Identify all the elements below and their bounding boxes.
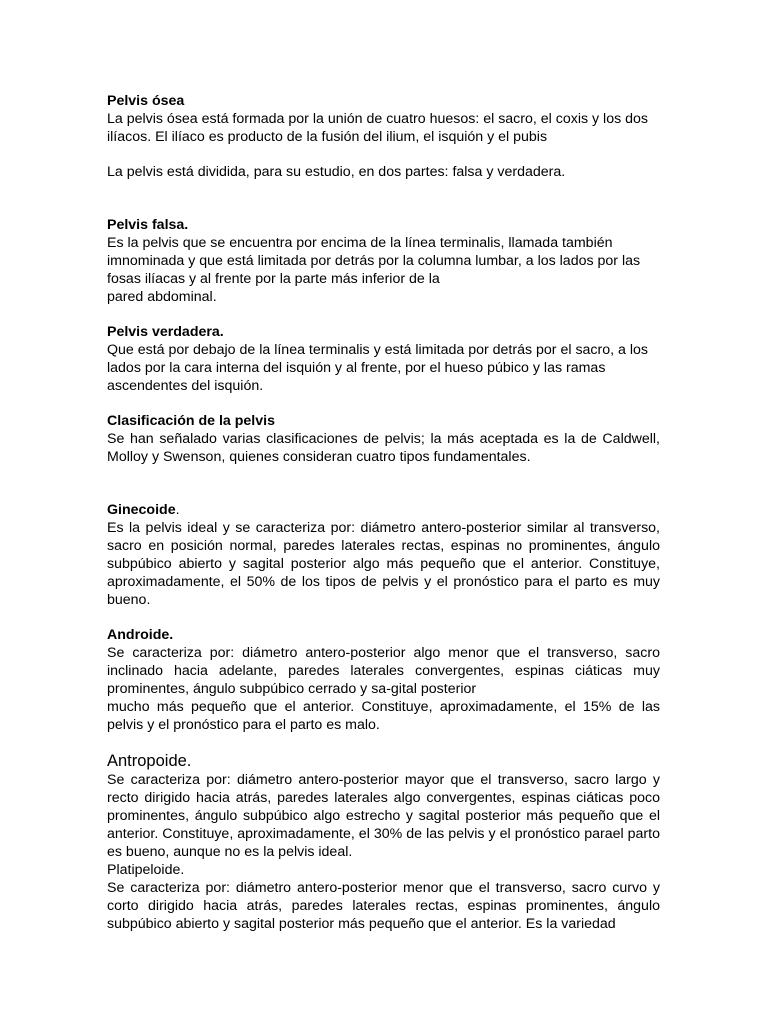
paragraph-androide-part1: Se caracteriza por: diámetro antero-posterior algo menor que el transverso, sacro inclinado hacia adelante, paredes laterales convergentes, espinas ciáticas muy prominentes, ángulo subpúbico cerrado y sa-gital posterior bbox=[107, 645, 660, 697]
heading-androide: Androide. bbox=[107, 627, 174, 643]
heading-ginecoide-period: . bbox=[175, 502, 180, 518]
spacer bbox=[107, 306, 660, 323]
paragraph-androide-part2: mucho más pequeño que el anterior. Constituye, aproximadamente, el 15% de las pelvis y el pronóstico para el parto es malo. bbox=[107, 699, 660, 733]
spacer bbox=[107, 395, 660, 412]
paragraph-pelvis-division: La pelvis está dividida, para su estudio, en dos partes: falsa y verdadera. bbox=[107, 164, 566, 180]
heading-antropoide: Antropoide. bbox=[107, 752, 192, 770]
spacer bbox=[107, 146, 660, 163]
document-page bbox=[107, 92, 660, 933]
paragraph-pelvis-verdadera: Que está por debajo de la línea terminalis y está limitada por detrás por el sacro, a los lados por la cara interna del isquión y al frente, por el hueso púbico y las ramas ascendentes del isquión. bbox=[107, 342, 648, 394]
paragraph-pelvis-falsa: Es la pelvis que se encuentra por encima de la línea terminalis, llamada también imnominada y que está limitada por detrás por la columna lumbar, a los lados por las fosas ilíacas y al frente por la parte más inferior de la pared abdominal. bbox=[107, 235, 641, 305]
heading-platipeloide: Platipeloide. bbox=[107, 862, 185, 878]
heading-ginecoide-line bbox=[107, 501, 660, 519]
paragraph-pelvis-osea: La pelvis ósea está formada por la unión de cuatro huesos: el sacro, el coxis y los dos ilíacos. El ilíaco es producto de la fusión del ilium, el isquión y el pubis bbox=[107, 111, 649, 145]
heading-ginecoide: Ginecoide bbox=[107, 502, 176, 518]
spacer bbox=[107, 609, 660, 626]
heading-pelvis-verdadera: Pelvis verdadera. bbox=[107, 324, 224, 340]
spacer bbox=[107, 181, 660, 216]
paragraph-clasificacion: Se han señalado varias clasificaciones de pelvis; la más aceptada es la de Caldwell, Molloy y Swenson, quienes consideran cuatro tipos fundamentales. bbox=[107, 431, 660, 465]
paragraph-platipeloide: Se caracteriza por: diámetro antero-posterior menor que el transverso, sacro curvo y corto dirigido hacia atrás, paredes laterales rectas, espinas prominentes, ángulo subpúbico abierto y sagital posterior más pequeño que el anterior. Es la variedad bbox=[107, 880, 660, 932]
spacer bbox=[107, 466, 660, 501]
heading-pelvis-falsa: Pelvis falsa. bbox=[107, 217, 189, 233]
spacer bbox=[107, 734, 660, 751]
heading-clasificacion: Clasificación de la pelvis bbox=[107, 413, 275, 429]
paragraph-antropoide: Se caracteriza por: diámetro antero-posterior mayor que el transverso, sacro largo y recto dirigido hacia atrás, paredes laterales algo convergentes, espinas ciáticas poco prominentes, ángulo subpúbico algo estrecho y sagital posterior más pequeño que el anterior. Constituye, aproximadamente, el 30% de las pelvis y el pronóstico parael parto es bueno, aunque no es la pelvis ideal. bbox=[107, 772, 660, 860]
heading-pelvis-osea: Pelvis ósea bbox=[107, 93, 185, 109]
paragraph-ginecoide: Es la pelvis ideal y se caracteriza por: diámetro antero-posterior similar al transverso, sacro en posición normal, paredes laterales rectas, espinas no prominentes, ángulo subpúbico abierto y sagital posterior algo más pequeño que el anterior. Constituye, aproximadamente, el 50% de los tipos de pelvis y el pronóstico para el parto es muy bueno. bbox=[107, 520, 660, 608]
